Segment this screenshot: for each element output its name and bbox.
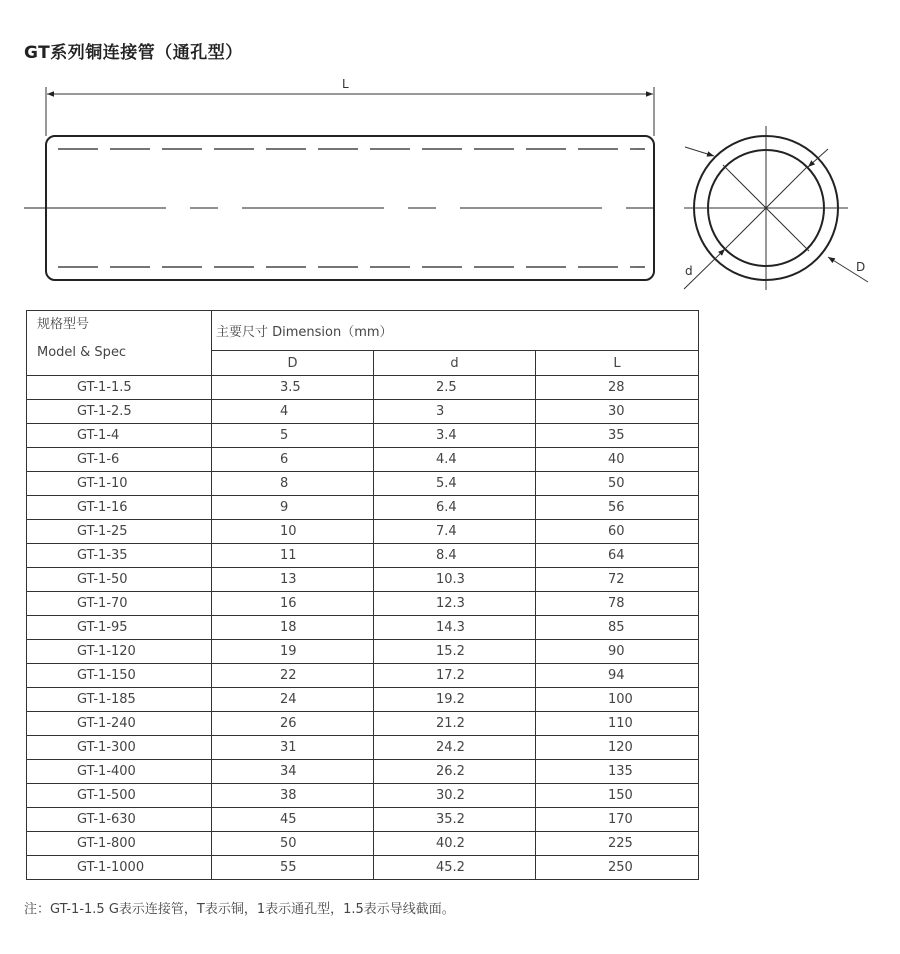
d-cell: 5.4	[374, 472, 536, 496]
length-label: L	[342, 77, 349, 91]
d-cell: 6.4	[374, 496, 536, 520]
model-cell: GT-1-4	[27, 424, 212, 448]
page-title: GT系列铜连接管（通孔型）	[24, 43, 243, 63]
L-cell: 78	[536, 592, 699, 616]
model-header-cn: 规格型号	[37, 317, 90, 332]
model-cell: GT-1-800	[27, 832, 212, 856]
model-cell: GT-1-630	[27, 808, 212, 832]
d-cell: 3.4	[374, 424, 536, 448]
table-row	[27, 472, 699, 496]
d-cell: 3	[374, 400, 536, 424]
tube-side-view	[24, 136, 656, 280]
column-header-D: D	[212, 351, 374, 376]
table-row	[27, 664, 699, 688]
table-row	[27, 544, 699, 568]
D-cell: 38	[212, 784, 374, 808]
D-cell: 34	[212, 760, 374, 784]
d-cell: 21.2	[374, 712, 536, 736]
d-cell: 10.3	[374, 568, 536, 592]
model-cell: GT-1-2.5	[27, 400, 212, 424]
L-cell: 85	[536, 616, 699, 640]
model-cell: GT-1-35	[27, 544, 212, 568]
footnote: 注：GT-1-1.5 G表示连接管，T表示铜，1表示通孔型，1.5表示导线截面。	[24, 902, 455, 917]
L-cell: 50	[536, 472, 699, 496]
L-cell: 30	[536, 400, 699, 424]
model-cell: GT-1-1000	[27, 856, 212, 880]
model-cell: GT-1-400	[27, 760, 212, 784]
d-cell: 17.2	[374, 664, 536, 688]
d-cell: 19.2	[374, 688, 536, 712]
table-row	[27, 592, 699, 616]
table-row	[27, 616, 699, 640]
model-cell: GT-1-240	[27, 712, 212, 736]
model-cell: GT-1-1.5	[27, 376, 212, 400]
d-cell: 7.4	[374, 520, 536, 544]
d-cell: 30.2	[374, 784, 536, 808]
D-cell: 5	[212, 424, 374, 448]
table-row	[27, 856, 699, 880]
table-row	[27, 400, 699, 424]
d-cell: 45.2	[374, 856, 536, 880]
table-row	[27, 520, 699, 544]
L-cell: 90	[536, 640, 699, 664]
model-cell: GT-1-500	[27, 784, 212, 808]
D-cell: 18	[212, 616, 374, 640]
column-header-d: d	[374, 351, 536, 376]
L-cell: 250	[536, 856, 699, 880]
D-cell: 11	[212, 544, 374, 568]
model-cell: GT-1-50	[27, 568, 212, 592]
L-cell: 60	[536, 520, 699, 544]
model-cell: GT-1-25	[27, 520, 212, 544]
table-row	[27, 496, 699, 520]
d-cell: 14.3	[374, 616, 536, 640]
model-header-en: Model & Spec	[37, 345, 127, 360]
D-cell: 4	[212, 400, 374, 424]
D-cell: 10	[212, 520, 374, 544]
table-row	[27, 808, 699, 832]
outer-diameter-label: D	[856, 260, 866, 274]
L-cell: 135	[536, 760, 699, 784]
d-cell: 8.4	[374, 544, 536, 568]
L-cell: 40	[536, 448, 699, 472]
table-row	[27, 448, 699, 472]
table-row	[27, 640, 699, 664]
table-row	[27, 424, 699, 448]
column-header-L: L	[536, 351, 699, 376]
model-cell: GT-1-16	[27, 496, 212, 520]
D-cell: 16	[212, 592, 374, 616]
model-header	[27, 311, 212, 376]
d-cell: 2.5	[374, 376, 536, 400]
D-cell: 26	[212, 712, 374, 736]
d-cell: 24.2	[374, 736, 536, 760]
model-cell: GT-1-150	[27, 664, 212, 688]
D-cell: 45	[212, 808, 374, 832]
table-row	[27, 712, 699, 736]
table-row	[27, 568, 699, 592]
tube-cross-section	[684, 126, 868, 290]
D-cell: 3.5	[212, 376, 374, 400]
d-cell: 26.2	[374, 760, 536, 784]
D-cell: 19	[212, 640, 374, 664]
L-cell: 35	[536, 424, 699, 448]
D-cell: 31	[212, 736, 374, 760]
L-cell: 225	[536, 832, 699, 856]
L-cell: 64	[536, 544, 699, 568]
table-row	[27, 832, 699, 856]
L-cell: 94	[536, 664, 699, 688]
L-cell: 56	[536, 496, 699, 520]
model-cell: GT-1-10	[27, 472, 212, 496]
length-dimension	[46, 77, 654, 136]
table-row	[27, 376, 699, 400]
d-cell: 15.2	[374, 640, 536, 664]
model-cell: GT-1-185	[27, 688, 212, 712]
model-cell: GT-1-95	[27, 616, 212, 640]
d-cell: 40.2	[374, 832, 536, 856]
model-cell: GT-1-70	[27, 592, 212, 616]
connector-drawing	[0, 70, 900, 295]
D-cell: 24	[212, 688, 374, 712]
L-cell: 28	[536, 376, 699, 400]
L-cell: 72	[536, 568, 699, 592]
table-row	[27, 784, 699, 808]
table-row	[27, 760, 699, 784]
model-cell: GT-1-6	[27, 448, 212, 472]
d-cell: 35.2	[374, 808, 536, 832]
model-cell: GT-1-120	[27, 640, 212, 664]
L-cell: 150	[536, 784, 699, 808]
inner-diameter-label: d	[685, 264, 693, 278]
D-cell: 55	[212, 856, 374, 880]
L-cell: 110	[536, 712, 699, 736]
L-cell: 120	[536, 736, 699, 760]
D-cell: 6	[212, 448, 374, 472]
L-cell: 100	[536, 688, 699, 712]
model-cell: GT-1-300	[27, 736, 212, 760]
D-cell: 9	[212, 496, 374, 520]
d-cell: 12.3	[374, 592, 536, 616]
table-row	[27, 736, 699, 760]
D-cell: 8	[212, 472, 374, 496]
D-cell: 13	[212, 568, 374, 592]
L-cell: 170	[536, 808, 699, 832]
d-cell: 4.4	[374, 448, 536, 472]
D-cell: 50	[212, 832, 374, 856]
table-row	[27, 688, 699, 712]
spec-table	[26, 310, 699, 880]
D-cell: 22	[212, 664, 374, 688]
dimension-header: 主要尺寸 Dimension（mm）	[212, 311, 699, 351]
